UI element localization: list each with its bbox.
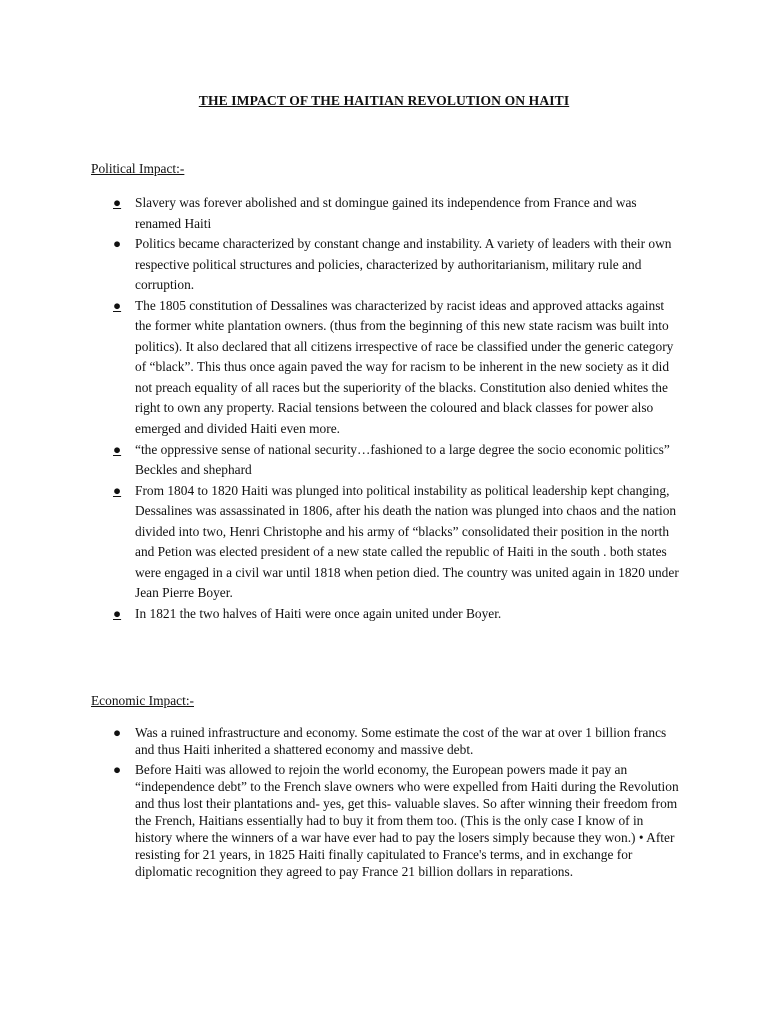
list-item-text: In 1821 the two halves of Haiti were once again united under Boyer.: [135, 605, 502, 621]
economic-impact-list: [113, 725, 683, 884]
bullet-icon: ●: [113, 195, 122, 210]
list-item-text: From 1804 to 1820 Haiti was plunged into political instability as political leadership kept changing, Dessalines was assassinated in 1806, after his death the nation was plunged into chaos and the nation divided into two, Henri Christophe and his army of “blacks” consolidated their position in the north and Petion was elected president of a new state called the republic of Haiti in the south . both states were engaged in a civil war until 1818 when petion died. The country was united again in 1820 under Jean Pierre Boyer.: [135, 482, 679, 601]
bullet-icon: ●: [113, 762, 122, 778]
document-title: THE IMPACT OF THE HAITIAN REVOLUTION ON HAITI: [198, 93, 570, 108]
bullet-icon: ●: [113, 725, 122, 740]
economic-impact-heading: Economic Impact:-: [91, 693, 194, 708]
bullet-icon: ●: [113, 441, 122, 457]
list-item: [113, 193, 683, 234]
list-item-text: Was a ruined infrastructure and economy. Some estimate the cost of the war at over 1 billion francs and thus Haiti inherited a shattered economy and massive debt.: [135, 725, 667, 757]
political-impact-list: [113, 193, 683, 624]
list-item-text: Before Haiti was allowed to rejoin the world economy, the European powers made it pay an “independence debt” to the French slave owners who were expelled from Haiti during the Revolution and thus lost their plantations and- yes, get this- valuable slaves. So after winning their freedom from the French, Haitians essentially had to buy it from them too. (This is the only case I know of in history where the winners of a war have ever had to pay the losers simply because they won.) • After resisting for 21 years, in 1825 Haiti finally capitulated to France's terms, and in exchange for diplomatic recognition they agreed to pay France 21 billion dollars in reparations.: [135, 762, 679, 879]
list-item: [113, 725, 683, 759]
list-item: [113, 604, 683, 625]
bullet-icon: ●: [113, 482, 122, 498]
list-item: [113, 296, 683, 440]
list-item-text: Slavery was forever abolished and st domingue gained its independence from France and was renamed Haiti: [135, 195, 637, 231]
list-item-text: Politics became characterized by constant change and instability. A variety of leaders with their own respective political structures and policies, characterized by authoritarianism, military rule and corruption.: [135, 236, 672, 293]
bullet-icon: ●: [113, 605, 122, 621]
list-item: [113, 481, 683, 604]
bullet-icon: ●: [113, 236, 122, 252]
list-item: [113, 234, 683, 296]
list-item-text: “the oppressive sense of national security…fashioned to a large degree the socio economic politics” Beckles and shephard: [135, 441, 670, 478]
political-impact-heading: Political Impact:-: [91, 161, 185, 176]
list-item-text: The 1805 constitution of Dessalines was characterized by racist ideas and approved attacks against the former white plantation owners. (thus from the beginning of this new state racism was built into politics). It also declared that all citizens irrespective of race be classified under the generic category of “black”. This thus once again paved the way for racism to be inherent in the new society as it did not preach equality of all races but the superiority of the blacks. Constitution also denied whites the right to own any property. Racial tensions between the coloured and black classes for power also emerged and divided Haiti even more.: [135, 297, 674, 437]
bullet-icon: ●: [113, 297, 122, 313]
list-item: [113, 440, 683, 481]
list-item: [113, 762, 683, 880]
